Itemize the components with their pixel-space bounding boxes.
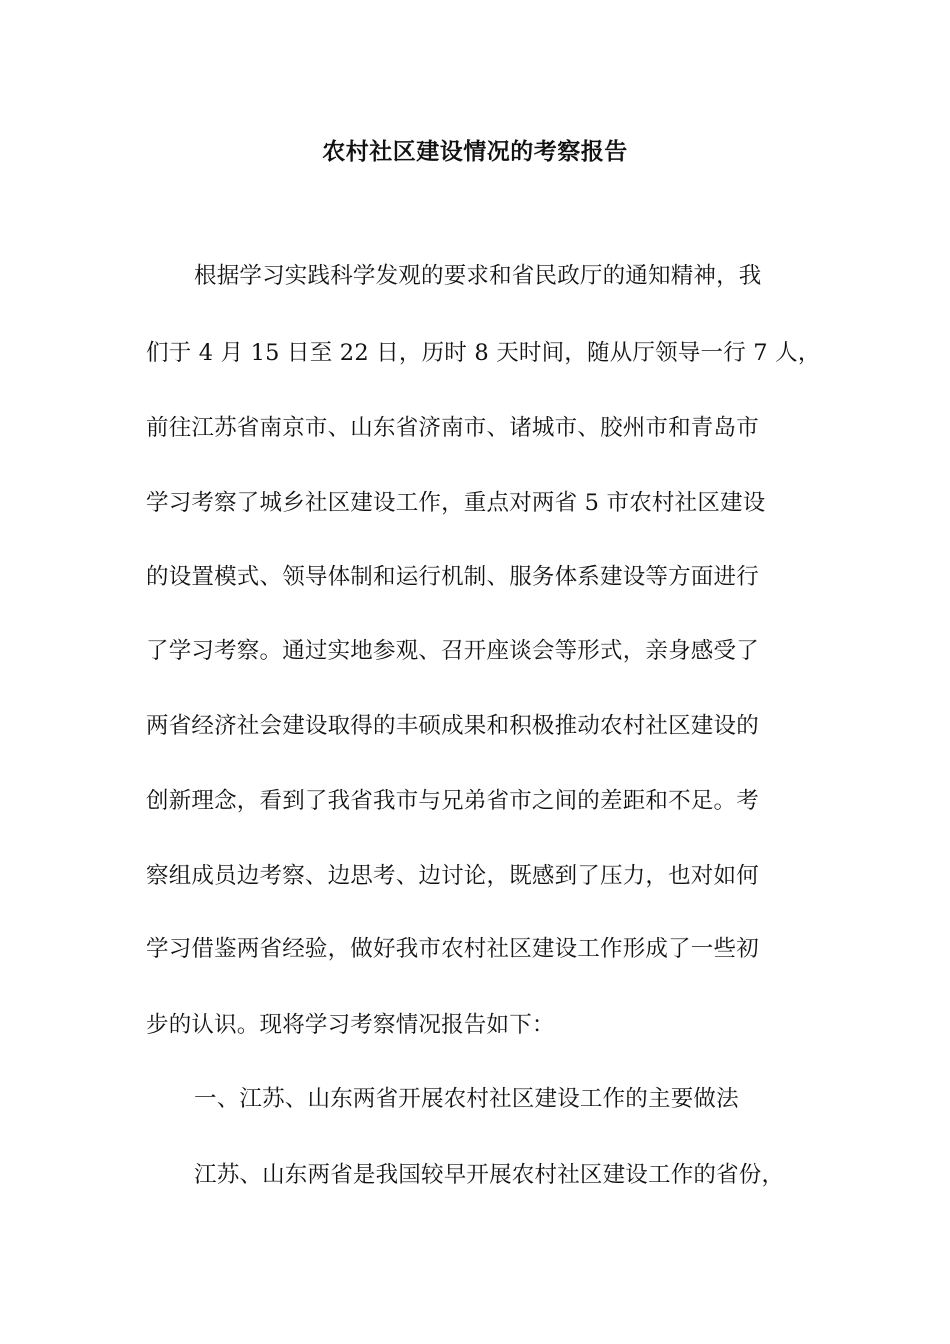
paragraph-line: 学习借鉴两省经验，做好我市农村社区建设工作形成了一些初	[146, 936, 759, 962]
paragraph-line: 了学习考察。通过实地参观、召开座谈会等形式，亲身感受了	[146, 638, 759, 664]
paragraph-line: 察组成员边考察、边思考、边讨论，既感到了压力，也对如何	[146, 863, 759, 889]
section-heading: 一、江苏、山东两省开展农村社区建设工作的主要做法	[194, 1086, 739, 1112]
paragraph-line: 学习考察了城乡社区建设工作，重点对两省 5 市农村社区建设	[146, 490, 766, 516]
paragraph-line: 步的认识。现将学习考察情况报告如下：	[146, 1012, 555, 1038]
paragraph-line: 根据学习实践科学发观的要求和省民政厅的通知精神，我	[194, 263, 762, 289]
document-title: 农村社区建设情况的考察报告	[322, 138, 628, 165]
paragraph-line: 的设置模式、领导体制和运行机制、服务体系建设等方面进行	[146, 564, 759, 590]
paragraph-line: 江苏、山东两省是我国较早开展农村社区建设工作的省份，	[194, 1162, 785, 1188]
paragraph-line: 创新理念，看到了我省我市与兄弟省市之间的差距和不足。考	[146, 788, 759, 814]
paragraph-line: 两省经济社会建设取得的丰硕成果和积极推动农村社区建设的	[146, 713, 759, 739]
paragraph-line: 前往江苏省南京市、山东省济南市、诸城市、胶州市和青岛市	[146, 415, 759, 441]
paragraph-line: 们于 4 月 15 日至 22 日，历时 8 天时间，随从厅领导一行 7 人，	[146, 340, 821, 366]
